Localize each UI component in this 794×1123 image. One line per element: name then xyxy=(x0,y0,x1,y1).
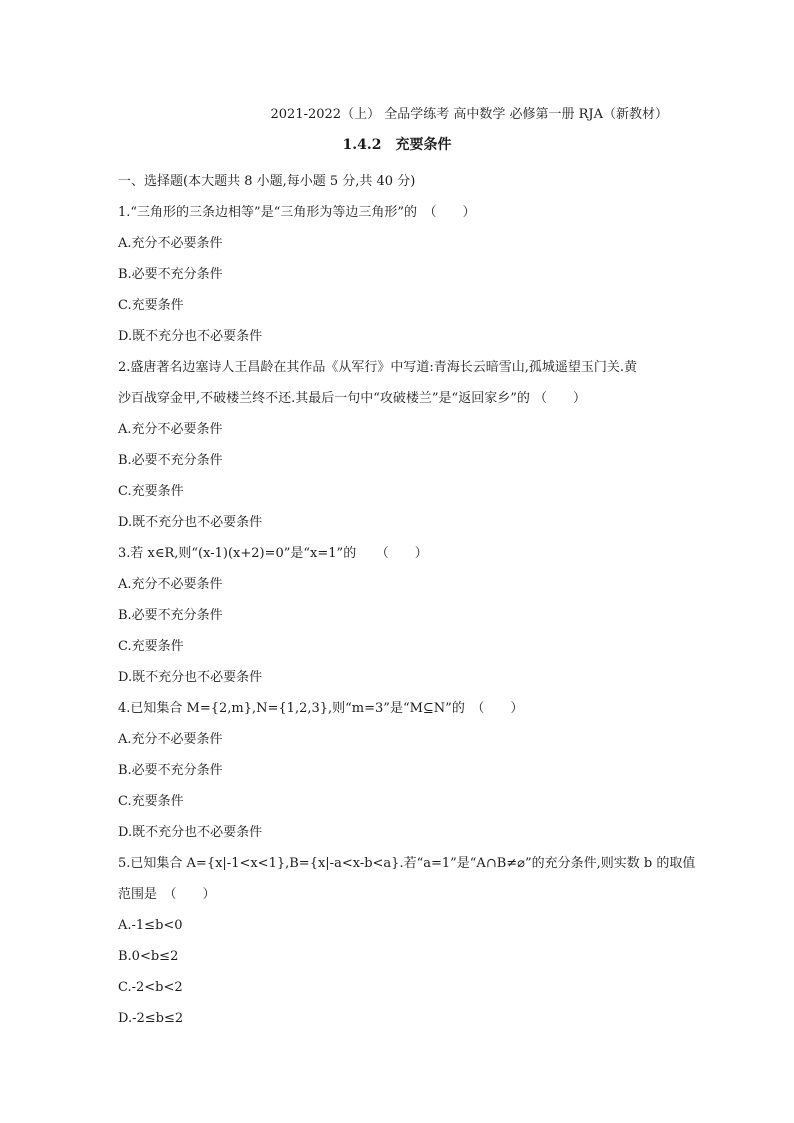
option-a: A.充分不必要条件 xyxy=(118,236,223,251)
question-content xyxy=(118,166,696,1034)
option-c: C.充要条件 xyxy=(118,298,184,313)
page-title: 1.4.2 充要条件 xyxy=(342,137,452,153)
option-c: C.充要条件 xyxy=(118,484,184,499)
question-stem-continued: 沙百战穿金甲,不破楼兰终不还.其最后一句中“攻破楼兰”是“返回家乡”的 （ ） xyxy=(118,391,586,406)
option-a: A.充分不必要条件 xyxy=(118,577,223,592)
option-d: D.既不充分也不必要条件 xyxy=(118,329,263,344)
question-stem: 1.“三角形的三条边相等”是“三角形为等边三角形”的 （ ） xyxy=(118,205,476,220)
question-stem: 5.已知集合 A={x|-1<x<1},B={x|-a<x-b<a}.若“a=1”是“A∩B≠⌀”的充分条件,则实数 b 的取值 xyxy=(118,856,696,871)
question-5 xyxy=(118,848,696,1034)
option-b: B.必要不充分条件 xyxy=(118,453,223,468)
question-2 xyxy=(118,352,678,538)
question-stem: 4.已知集合 M={2,m},N={1,2,3},则“m=3”是“M⊆N”的 （ ） xyxy=(118,701,524,716)
question-3 xyxy=(118,538,678,693)
option-c: C.充要条件 xyxy=(118,639,184,654)
section-heading: 一、选择题(本大题共 8 小题,每小题 5 分,共 40 分) xyxy=(118,174,416,189)
option-d: D.-2≤b≤2 xyxy=(118,1011,184,1026)
option-a: A.充分不必要条件 xyxy=(118,422,223,437)
option-b: B.必要不充分条件 xyxy=(118,763,223,778)
option-d: D.既不充分也不必要条件 xyxy=(118,670,263,685)
question-stem: 2.盛唐著名边塞诗人王昌龄在其作品《从军行》中写道:青海长云暗雪山,孤城遥望玉门关.黄 xyxy=(118,360,638,375)
page-header: 2021-2022（上） 全品学练考 高中数学 必修第一册 RJA（新教材） xyxy=(270,107,668,122)
option-d: D.既不充分也不必要条件 xyxy=(118,825,263,840)
question-stem-continued: 范围是 （ ） xyxy=(118,887,216,902)
option-a: A.充分不必要条件 xyxy=(118,732,223,747)
option-c: C.充要条件 xyxy=(118,794,184,809)
option-c: C.-2<b<2 xyxy=(118,980,183,995)
question-stem: 3.若 x∈R,则“(x-1)(x+2)=0”是“x=1”的 （ ） xyxy=(118,546,428,561)
option-d: D.既不充分也不必要条件 xyxy=(118,515,263,530)
option-b: B.0<b≤2 xyxy=(118,949,179,964)
question-4 xyxy=(118,693,678,848)
option-a: A.-1≤b<0 xyxy=(118,918,183,933)
option-b: B.必要不充分条件 xyxy=(118,267,223,282)
option-b: B.必要不充分条件 xyxy=(118,608,223,623)
question-1 xyxy=(118,197,678,352)
